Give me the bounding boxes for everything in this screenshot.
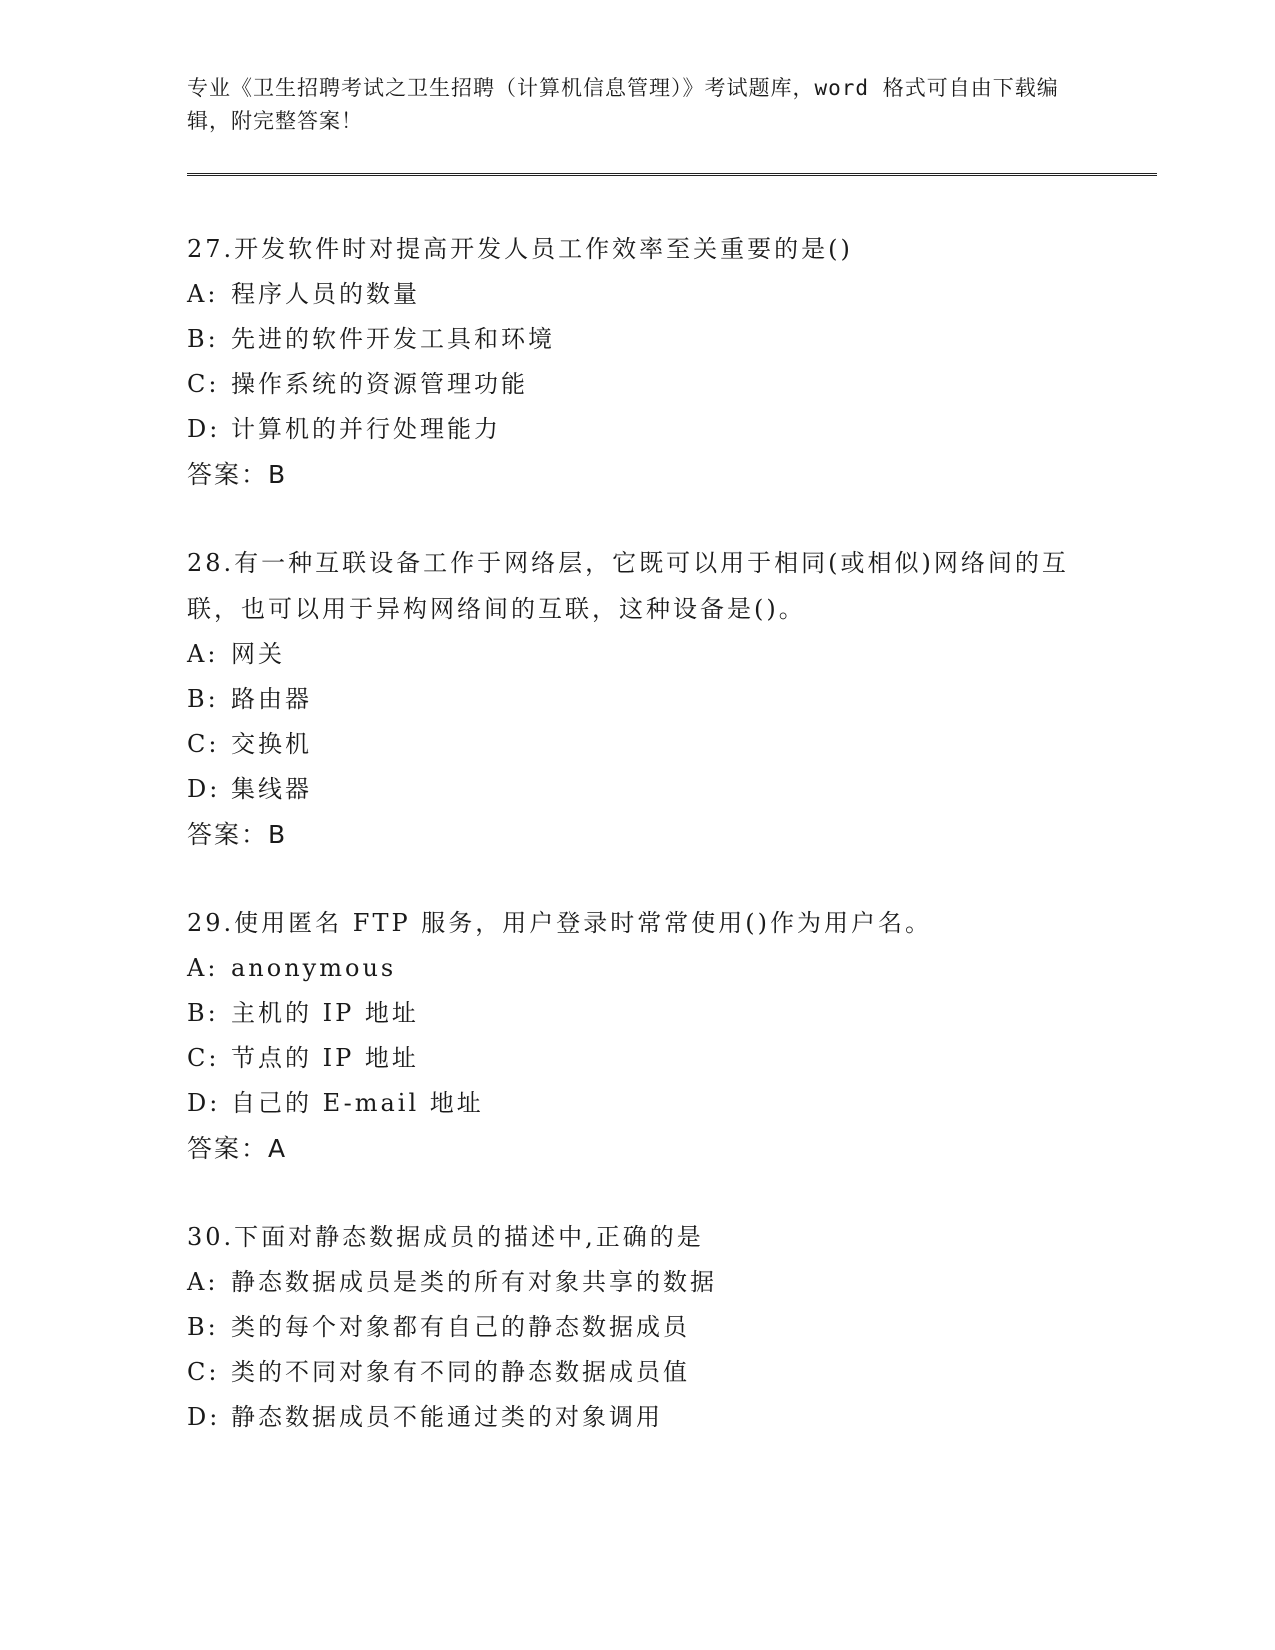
question-stem: 30.下面对静态数据成员的描述中,正确的是 <box>187 1223 704 1251</box>
option-text: 先进的软件开发工具和环境 <box>231 325 555 353</box>
document-page <box>187 72 1157 1482</box>
option-letter: D: <box>187 415 221 443</box>
option-text: 操作系统的资源管理功能 <box>231 370 528 398</box>
question-stem: 27.开发软件时对提高开发人员工作效率至关重要的是() <box>187 235 853 263</box>
option-c <box>187 1036 1157 1081</box>
answer-line: 答案：B <box>187 460 288 489</box>
option-a <box>187 946 1157 991</box>
option-c <box>187 1350 1157 1395</box>
option-a <box>187 632 1157 677</box>
option-d <box>187 1395 1157 1440</box>
option-text: 自己的 E-mail 地址 <box>231 1089 484 1117</box>
option-a <box>187 1260 1157 1305</box>
option-text: 类的不同对象有不同的静态数据成员值 <box>231 1358 690 1386</box>
option-text: 静态数据成员不能通过类的对象调用 <box>231 1403 663 1431</box>
question-30 <box>187 1214 1157 1440</box>
option-letter: C: <box>187 370 220 398</box>
option-d <box>187 1081 1157 1126</box>
option-letter: C: <box>187 1358 220 1386</box>
option-d <box>187 767 1157 812</box>
document-header-text: 专业《卫生招聘考试之卫生招聘（计算机信息管理）》考试题库，word 格式可自由下载编辑，附完整答案！ <box>187 76 1059 133</box>
option-text: 路由器 <box>231 685 312 713</box>
option-text: anonymous <box>231 954 397 982</box>
question-29 <box>187 900 1157 1172</box>
question-list <box>187 226 1157 1440</box>
option-letter: B: <box>187 685 219 713</box>
option-text: 类的每个对象都有自己的静态数据成员 <box>231 1313 690 1341</box>
option-b <box>187 991 1157 1036</box>
option-c <box>187 722 1157 767</box>
question-27 <box>187 226 1157 498</box>
option-b <box>187 317 1157 362</box>
option-letter: D: <box>187 1089 221 1117</box>
option-text: 静态数据成员是类的所有对象共享的数据 <box>231 1268 717 1296</box>
answer-line: 答案：B <box>187 820 288 849</box>
option-letter: A: <box>187 280 219 308</box>
question-stem: 28.有一种互联设备工作于网络层，它既可以用于相同(或相似)网络间的互联，也可以用于异构网络间的互联，这种设备是()。 <box>187 549 1069 623</box>
option-text: 主机的 IP 地址 <box>231 999 419 1027</box>
option-b <box>187 1305 1157 1350</box>
option-letter: D: <box>187 775 221 803</box>
option-letter: C: <box>187 730 220 758</box>
option-letter: D: <box>187 1403 221 1431</box>
option-text: 集线器 <box>231 775 312 803</box>
option-b <box>187 677 1157 722</box>
option-text: 网关 <box>231 640 285 668</box>
option-letter: B: <box>187 1313 219 1341</box>
question-stem: 29.使用匿名 FTP 服务，用户登录时常常使用()作为用户名。 <box>187 909 932 937</box>
option-c <box>187 362 1157 407</box>
option-letter: A: <box>187 640 219 668</box>
question-28 <box>187 540 1157 858</box>
option-text: 程序人员的数量 <box>231 280 420 308</box>
option-letter: A: <box>187 1268 219 1296</box>
option-a <box>187 272 1157 317</box>
option-text: 计算机的并行处理能力 <box>231 415 501 443</box>
option-letter: B: <box>187 999 219 1027</box>
option-letter: A: <box>187 954 219 982</box>
option-text: 节点的 IP 地址 <box>231 1044 419 1072</box>
header-double-rule <box>187 173 1157 176</box>
option-letter: B: <box>187 325 219 353</box>
option-letter: C: <box>187 1044 220 1072</box>
option-d <box>187 407 1157 452</box>
option-text: 交换机 <box>231 730 312 758</box>
answer-line: 答案：A <box>187 1134 288 1163</box>
